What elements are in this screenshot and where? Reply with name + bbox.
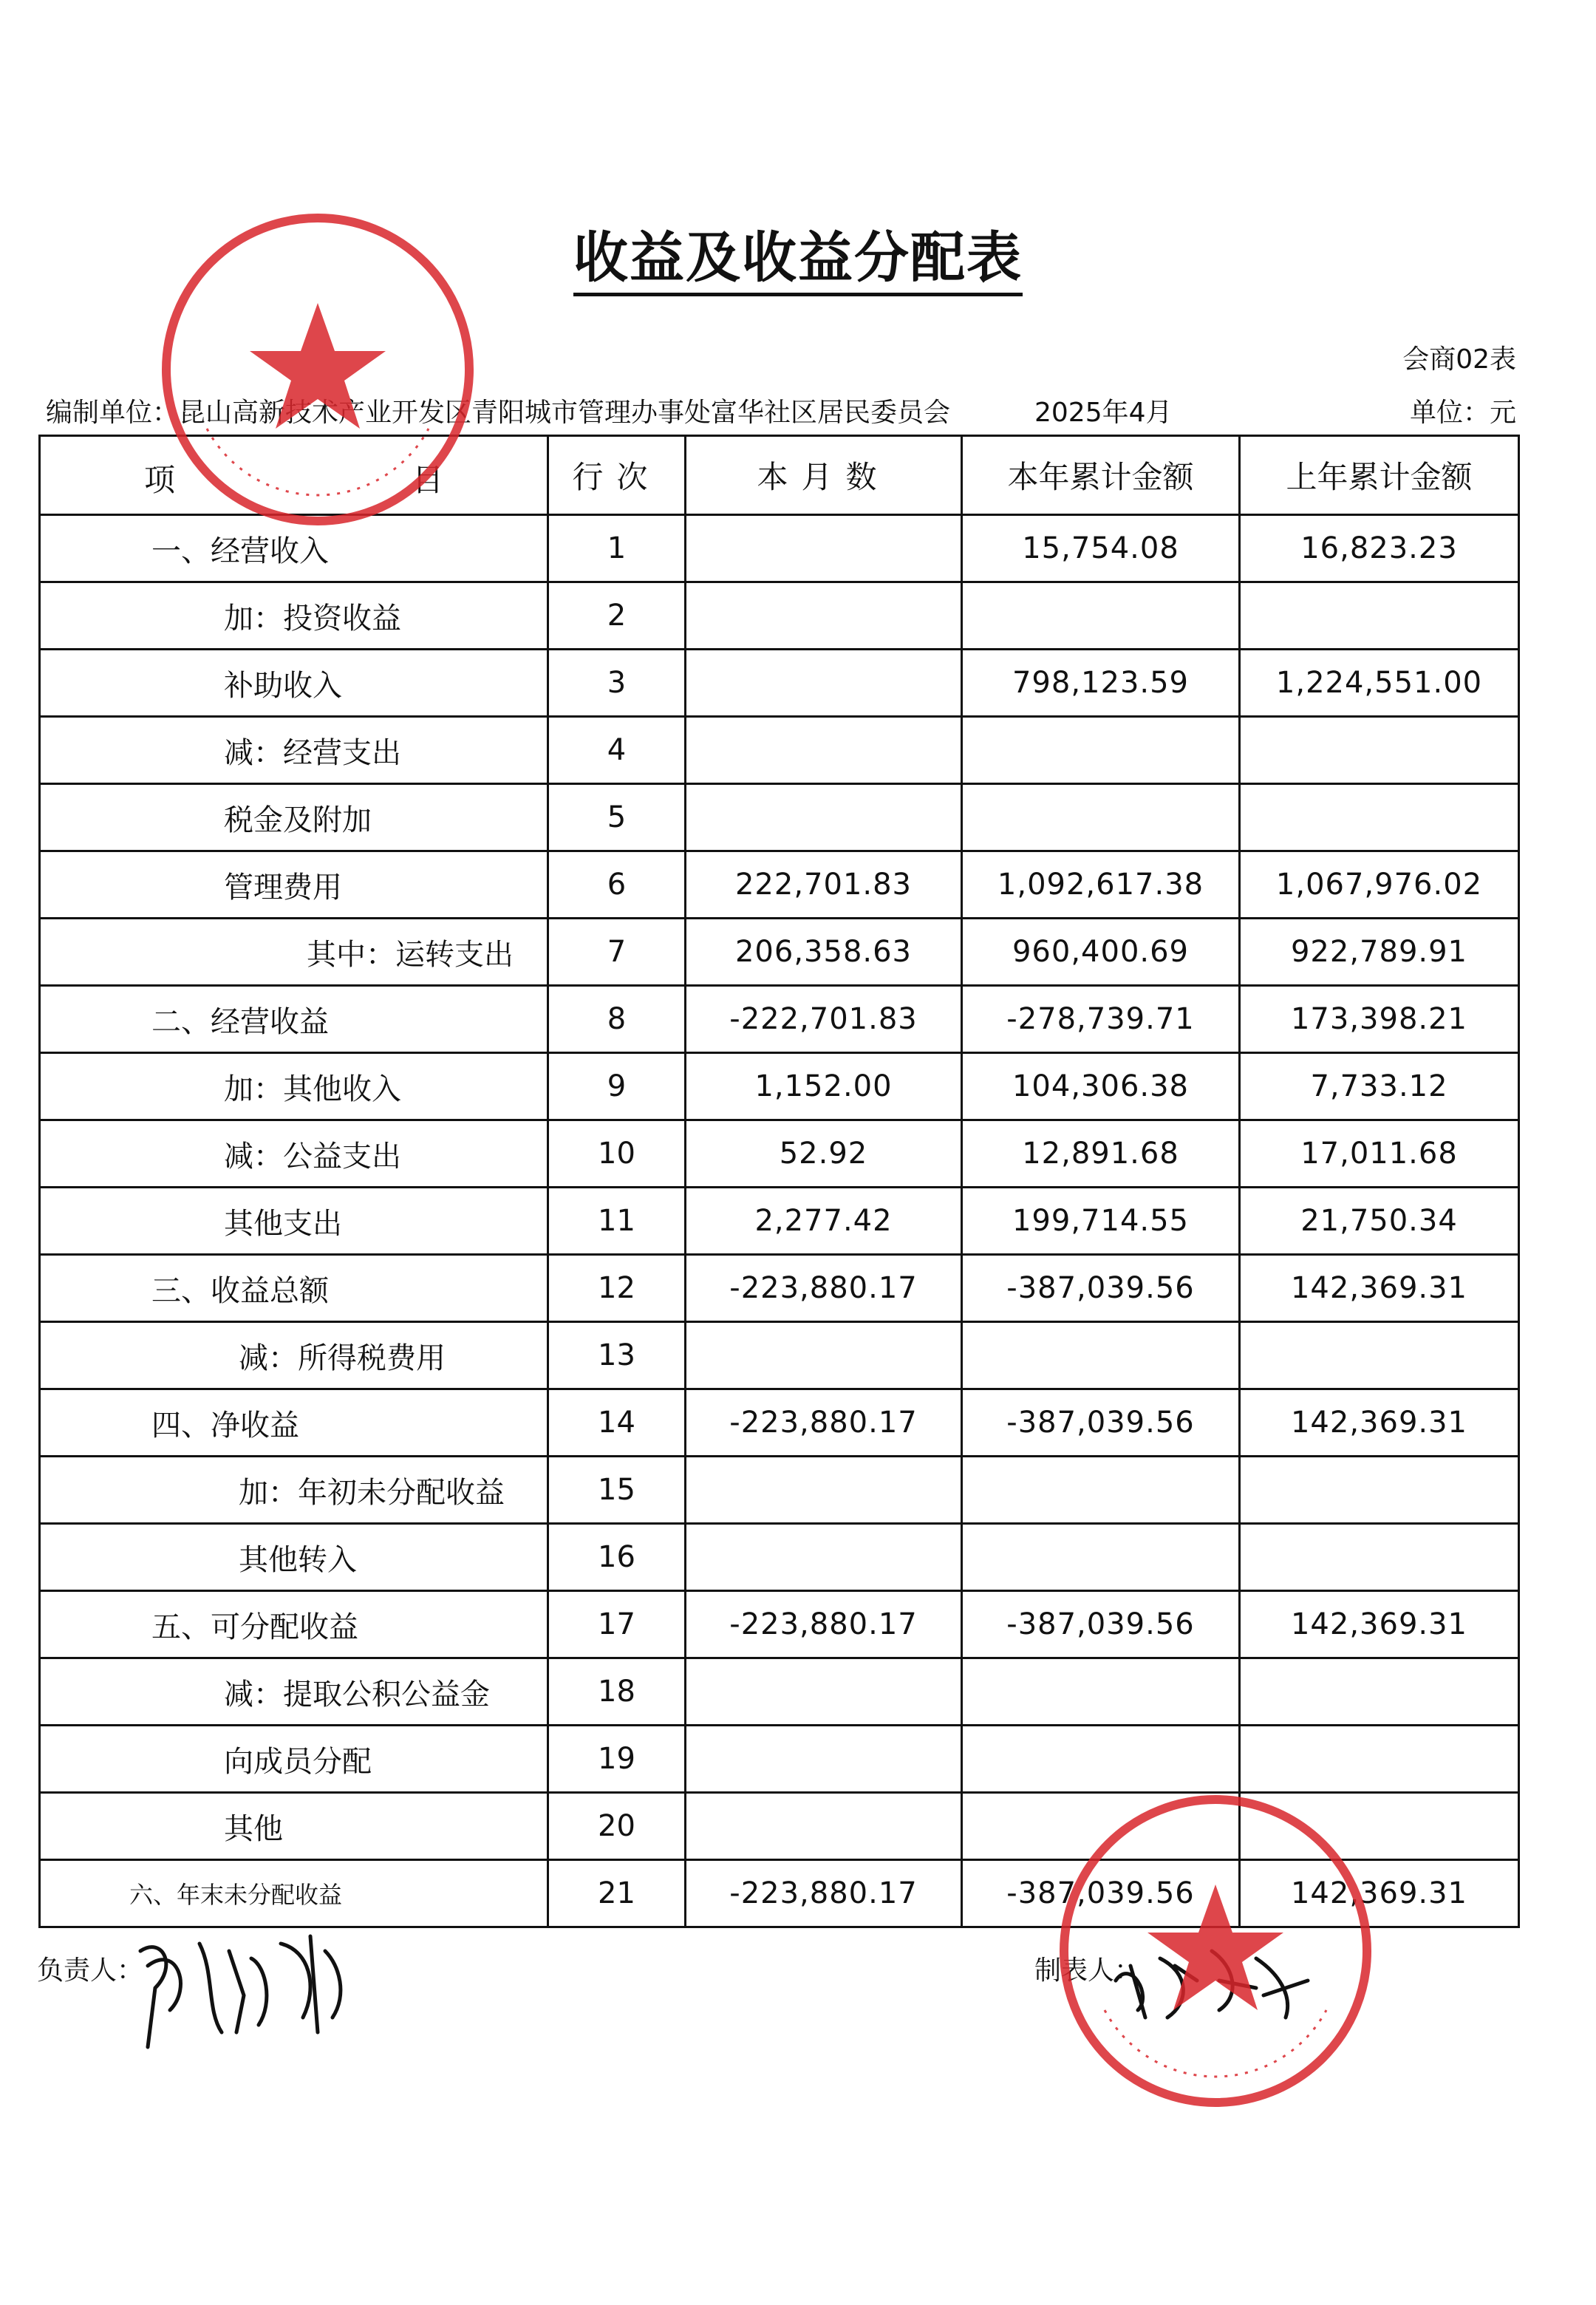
row-ytd bbox=[962, 1524, 1240, 1591]
row-last-year: 173,398.21 bbox=[1240, 986, 1519, 1053]
row-label: 加：投资收益 bbox=[40, 582, 548, 650]
row-month: 52.92 bbox=[686, 1120, 962, 1188]
row-line: 6 bbox=[548, 851, 686, 919]
row-last-year: 142,369.31 bbox=[1240, 1389, 1519, 1457]
header-item-left: 项 bbox=[144, 462, 176, 498]
row-month: -223,880.17 bbox=[686, 1255, 962, 1322]
row-month bbox=[686, 784, 962, 851]
row-month bbox=[686, 1726, 962, 1793]
table-row bbox=[40, 986, 1519, 1053]
row-ytd: 960,400.69 bbox=[962, 919, 1240, 986]
row-line: 21 bbox=[548, 1860, 686, 1927]
row-last-year: 1,224,551.00 bbox=[1240, 650, 1519, 717]
row-month: 206,358.63 bbox=[686, 919, 962, 986]
table-row bbox=[40, 1658, 1519, 1726]
row-last-year bbox=[1240, 1457, 1519, 1524]
row-label: 加：其他收入 bbox=[40, 1053, 548, 1120]
row-ytd bbox=[962, 582, 1240, 650]
row-ytd bbox=[962, 1457, 1240, 1524]
row-line: 15 bbox=[548, 1457, 686, 1524]
row-last-year: 16,823.23 bbox=[1240, 515, 1519, 582]
header-last-year: 上年累计金额 bbox=[1240, 436, 1519, 515]
row-ytd: -387,039.56 bbox=[962, 1860, 1240, 1927]
responsible-signature bbox=[133, 1921, 355, 2054]
table-row bbox=[40, 919, 1519, 986]
row-label: 一、经营收入 bbox=[40, 515, 548, 582]
row-ytd: -387,039.56 bbox=[962, 1255, 1240, 1322]
row-month bbox=[686, 1322, 962, 1389]
row-month: -223,880.17 bbox=[686, 1860, 962, 1927]
row-label: 其中：运转支出 bbox=[40, 919, 548, 986]
row-month bbox=[686, 1524, 962, 1591]
row-line: 11 bbox=[548, 1188, 686, 1255]
row-month: -223,880.17 bbox=[686, 1389, 962, 1457]
row-label: 向成员分配 bbox=[40, 1726, 548, 1793]
row-label: 加：年初未分配收益 bbox=[40, 1457, 548, 1524]
header-line: 行次 bbox=[548, 436, 686, 515]
header-month: 本月数 bbox=[686, 436, 962, 515]
row-ytd bbox=[962, 717, 1240, 784]
row-month bbox=[686, 650, 962, 717]
row-last-year bbox=[1240, 582, 1519, 650]
table-row bbox=[40, 582, 1519, 650]
row-last-year bbox=[1240, 1322, 1519, 1389]
table-row bbox=[40, 1120, 1519, 1188]
row-last-year: 142,369.31 bbox=[1240, 1860, 1519, 1927]
row-label: 减：所得税费用 bbox=[40, 1322, 548, 1389]
row-line: 12 bbox=[548, 1255, 686, 1322]
table-row bbox=[40, 1255, 1519, 1322]
row-ytd bbox=[962, 1322, 1240, 1389]
row-label: 三、收益总额 bbox=[40, 1255, 548, 1322]
row-line: 10 bbox=[548, 1120, 686, 1188]
row-month bbox=[686, 1457, 962, 1524]
row-ytd: -278,739.71 bbox=[962, 986, 1240, 1053]
table-row bbox=[40, 1726, 1519, 1793]
row-month bbox=[686, 582, 962, 650]
row-month bbox=[686, 515, 962, 582]
table-row bbox=[40, 784, 1519, 851]
row-line: 5 bbox=[548, 784, 686, 851]
row-month: -223,880.17 bbox=[686, 1591, 962, 1658]
table-row bbox=[40, 1524, 1519, 1591]
row-label: 其他支出 bbox=[40, 1188, 548, 1255]
row-line: 17 bbox=[548, 1591, 686, 1658]
table-row bbox=[40, 851, 1519, 919]
row-ytd bbox=[962, 784, 1240, 851]
row-last-year bbox=[1240, 1726, 1519, 1793]
header-item-right: 目 bbox=[412, 462, 443, 498]
row-line: 19 bbox=[548, 1726, 686, 1793]
row-month bbox=[686, 717, 962, 784]
table-row bbox=[40, 717, 1519, 784]
prepared-by-value: 昆山高新技术产业开发区青阳城市管理办事处富华社区居民委员会 bbox=[179, 398, 951, 428]
row-label: 二、经营收益 bbox=[40, 986, 548, 1053]
row-month bbox=[686, 1658, 962, 1726]
row-ytd: 199,714.55 bbox=[962, 1188, 1240, 1255]
preparer-label: 制表人： bbox=[1034, 1955, 1142, 1986]
row-last-year: 142,369.31 bbox=[1240, 1591, 1519, 1658]
row-line: 4 bbox=[548, 717, 686, 784]
row-month: 2,277.42 bbox=[686, 1188, 962, 1255]
row-month: 1,152.00 bbox=[686, 1053, 962, 1120]
row-label: 税金及附加 bbox=[40, 784, 548, 851]
row-ytd: -387,039.56 bbox=[962, 1389, 1240, 1457]
row-line: 7 bbox=[548, 919, 686, 986]
row-line: 2 bbox=[548, 582, 686, 650]
row-last-year: 1,067,976.02 bbox=[1240, 851, 1519, 919]
row-last-year: 17,011.68 bbox=[1240, 1120, 1519, 1188]
row-ytd: 15,754.08 bbox=[962, 515, 1240, 582]
row-line: 9 bbox=[548, 1053, 686, 1120]
row-line: 16 bbox=[548, 1524, 686, 1591]
row-ytd: 12,891.68 bbox=[962, 1120, 1240, 1188]
row-line: 1 bbox=[548, 515, 686, 582]
prepared-by-label: 编制单位： bbox=[46, 398, 180, 428]
official-seal-top bbox=[155, 207, 480, 532]
row-label: 其他 bbox=[40, 1793, 548, 1860]
income-distribution-table bbox=[38, 435, 1520, 1928]
responsible-label: 负责人： bbox=[37, 1955, 144, 1986]
row-label: 补助收入 bbox=[40, 650, 548, 717]
table-row bbox=[40, 1188, 1519, 1255]
row-month: -222,701.83 bbox=[686, 986, 962, 1053]
row-line: 14 bbox=[548, 1389, 686, 1457]
table-row bbox=[40, 1322, 1519, 1389]
row-last-year bbox=[1240, 1658, 1519, 1726]
row-ytd: 1,092,617.38 bbox=[962, 851, 1240, 919]
row-label: 五、可分配收益 bbox=[40, 1591, 548, 1658]
currency-unit: 单位：元 bbox=[1409, 398, 1516, 428]
header-ytd: 本年累计金额 bbox=[962, 436, 1240, 515]
table-row bbox=[40, 1389, 1519, 1457]
row-ytd bbox=[962, 1726, 1240, 1793]
table-row bbox=[40, 1457, 1519, 1524]
table-row bbox=[40, 650, 1519, 717]
row-month: 222,701.83 bbox=[686, 851, 962, 919]
row-last-year bbox=[1240, 784, 1519, 851]
row-last-year: 922,789.91 bbox=[1240, 919, 1519, 986]
document-title: 收益及收益分配表 bbox=[0, 214, 1596, 293]
row-ytd: 798,123.59 bbox=[962, 650, 1240, 717]
row-label: 减：提取公积公益金 bbox=[40, 1658, 548, 1726]
row-last-year: 21,750.34 bbox=[1240, 1188, 1519, 1255]
row-last-year: 142,369.31 bbox=[1240, 1255, 1519, 1322]
official-seal-bottom bbox=[1053, 1788, 1378, 2114]
row-last-year bbox=[1240, 717, 1519, 784]
row-label: 四、净收益 bbox=[40, 1389, 548, 1457]
row-line: 18 bbox=[548, 1658, 686, 1726]
row-last-year bbox=[1240, 1524, 1519, 1591]
row-line: 20 bbox=[548, 1793, 686, 1860]
row-last-year: 7,733.12 bbox=[1240, 1053, 1519, 1120]
form-code: 会商02表 bbox=[1402, 344, 1516, 375]
report-period: 2025年4月 bbox=[1034, 398, 1173, 428]
row-line: 3 bbox=[548, 650, 686, 717]
row-month bbox=[686, 1793, 962, 1860]
table-row bbox=[40, 1591, 1519, 1658]
row-label: 其他转入 bbox=[40, 1524, 548, 1591]
row-label: 减：公益支出 bbox=[40, 1120, 548, 1188]
row-label: 减：经营支出 bbox=[40, 717, 548, 784]
row-ytd: 104,306.38 bbox=[962, 1053, 1240, 1120]
row-label: 六、年末未分配收益 bbox=[40, 1860, 548, 1927]
row-line: 8 bbox=[548, 986, 686, 1053]
row-ytd: -387,039.56 bbox=[962, 1591, 1240, 1658]
table-row bbox=[40, 1053, 1519, 1120]
row-label: 管理费用 bbox=[40, 851, 548, 919]
row-ytd bbox=[962, 1658, 1240, 1726]
row-line: 13 bbox=[548, 1322, 686, 1389]
